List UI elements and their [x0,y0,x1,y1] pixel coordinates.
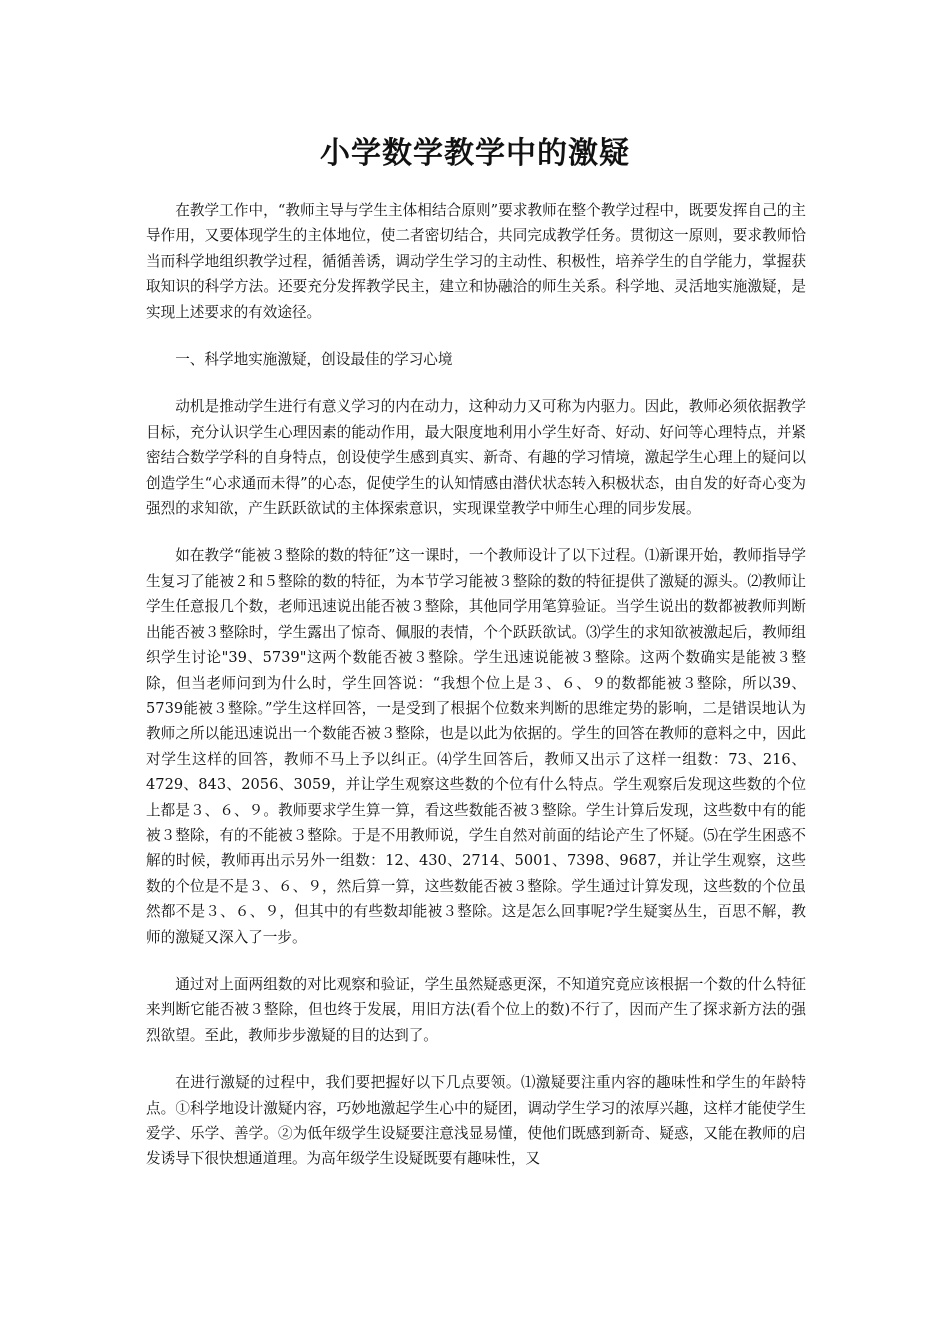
document-body [146,198,806,1194]
section-heading-1: 一、科学地实施激疑，创设最佳的学习心境 [175,351,453,369]
paragraph-intro: 在教学工作中，“教师主导与学生主体相结合原则”要求教师在整个教学过程中，既要发挥自己的主导作用，又要体现学生的主体地位，使二者密切结合，共同完成教学任务。贯彻这一原则，要求教师恰当而科学地组织教学过程，循循善诱，调动学生学习的主动性、积极性，培养学生的自学能力，掌握获取知识的科学方法。还要充分发挥教学民主，建立和协融洽的师生关系。科学地、灵活地实施激疑，是实现上述要求的有效途径。 [146,202,806,321]
paragraph-key-points: 在进行激疑的过程中，我们要把握好以下几点要领。⑴激疑要注重内容的趣味性和学生的年龄特点。①科学地设计激疑内容，巧妙地激起学生心中的疑团，调动学生学习的浓厚兴趣，这样才能使学生爱学、乐学、善学。②为低年级学生设疑要注意浅显易懂，使他们既感到新奇、疑惑，又能在教师的启发诱导下很快想通道理。为高年级学生设疑既要有趣味性，又 [146,1074,806,1168]
paragraph-example: 如在教学“能被３整除的数的特征”这一课时，一个教师设计了以下过程。⑴新课开始，教师指导学生复习了能被２和５整除的数的特征，为本节学习能被３整除的数的特征提供了激疑的源头。⑵教师让学生任意报几个数，老师迅速说出能否被３整除，其他同学用笔算验证。当学生说出的数都被教师判断出能否被３整除时，学生露出了惊奇、佩服的表情，个个跃跃欲试。⑶学生的求知欲被激起后，教师组织学生讨论"39、5739"这两个数能否被３整除。学生迅速说能被３整除。这两个数确实是能被３整除，但当老师问到为什么时，学生回答说：“我想个位上是３、６、９的数都能被３整除，所以39、5739能被３整除。”学生这样回答，一是受到了根据个位数来判断的思维定势的影响，二是错误地认为教师之所以能迅速说出一个数能否被３整除，也是以此为依据的。学生的回答在教师的意料之中，因此对学生这样的回答，教师不马上予以纠正。⑷学生回答后，教师又出示了这样一组数：73、216、4729、843、2056、3059，并让学生观察这些数的个位有什么特点。学生观察后发现这些数的个位上都是３、６、９。教师要求学生算一算，看这些数能否被３整除。学生计算后发现，这些数中有的能被３整除，有的不能被３整除。于是不用教师说，学生自然对前面的结论产生了怀疑。⑸在学生困惑不解的时候，教师再出示另外一组数：12、430、2714、5001、7398、9687，并让学生观察，这些数的个位是不是３、６、９，然后算一算，这些数能否被３整除。学生通过计算发现，这些数的个位虽然都不是３、６、９，但其中的有些数却能被３整除。这是怎么回事呢?学生疑窦丛生，百思不解，教师的激疑又深入了一步。 [146,547,806,946]
paragraph-motivation: 动机是推动学生进行有意义学习的内在动力，这种动力又可称为内驱力。因此，教师必须依据教学目标，充分认识学生心理因素的能动作用，最大限度地利用小学生好奇、好动、好问等心理特点，并紧密结合数学学科的自身特点，创设使学生感到真实、新奇、有趣的学习情境，激起学生心理上的疑问以创造学生“心求通而未得”的心态，促使学生的认知情感由潜伏状态转入积极状态，由自发的好奇心变为强烈的求知欲，产生跃跃欲试的主体探索意识，实现课堂教学中师生心理的同步发展。 [146,398,806,518]
paragraph-comparison: 通过对上面两组数的对比观察和验证，学生虽然疑惑更深，不知道究竟应该根据一个数的什么特征来判断它能否被３整除，但也终于发展，用旧方法(看个位上的数)不行了，因而产生了探求新方法的强烈欲望。至此，教师步步激疑的目的达到了。 [146,975,806,1044]
document-title: 小学数学教学中的激疑 [320,136,630,171]
